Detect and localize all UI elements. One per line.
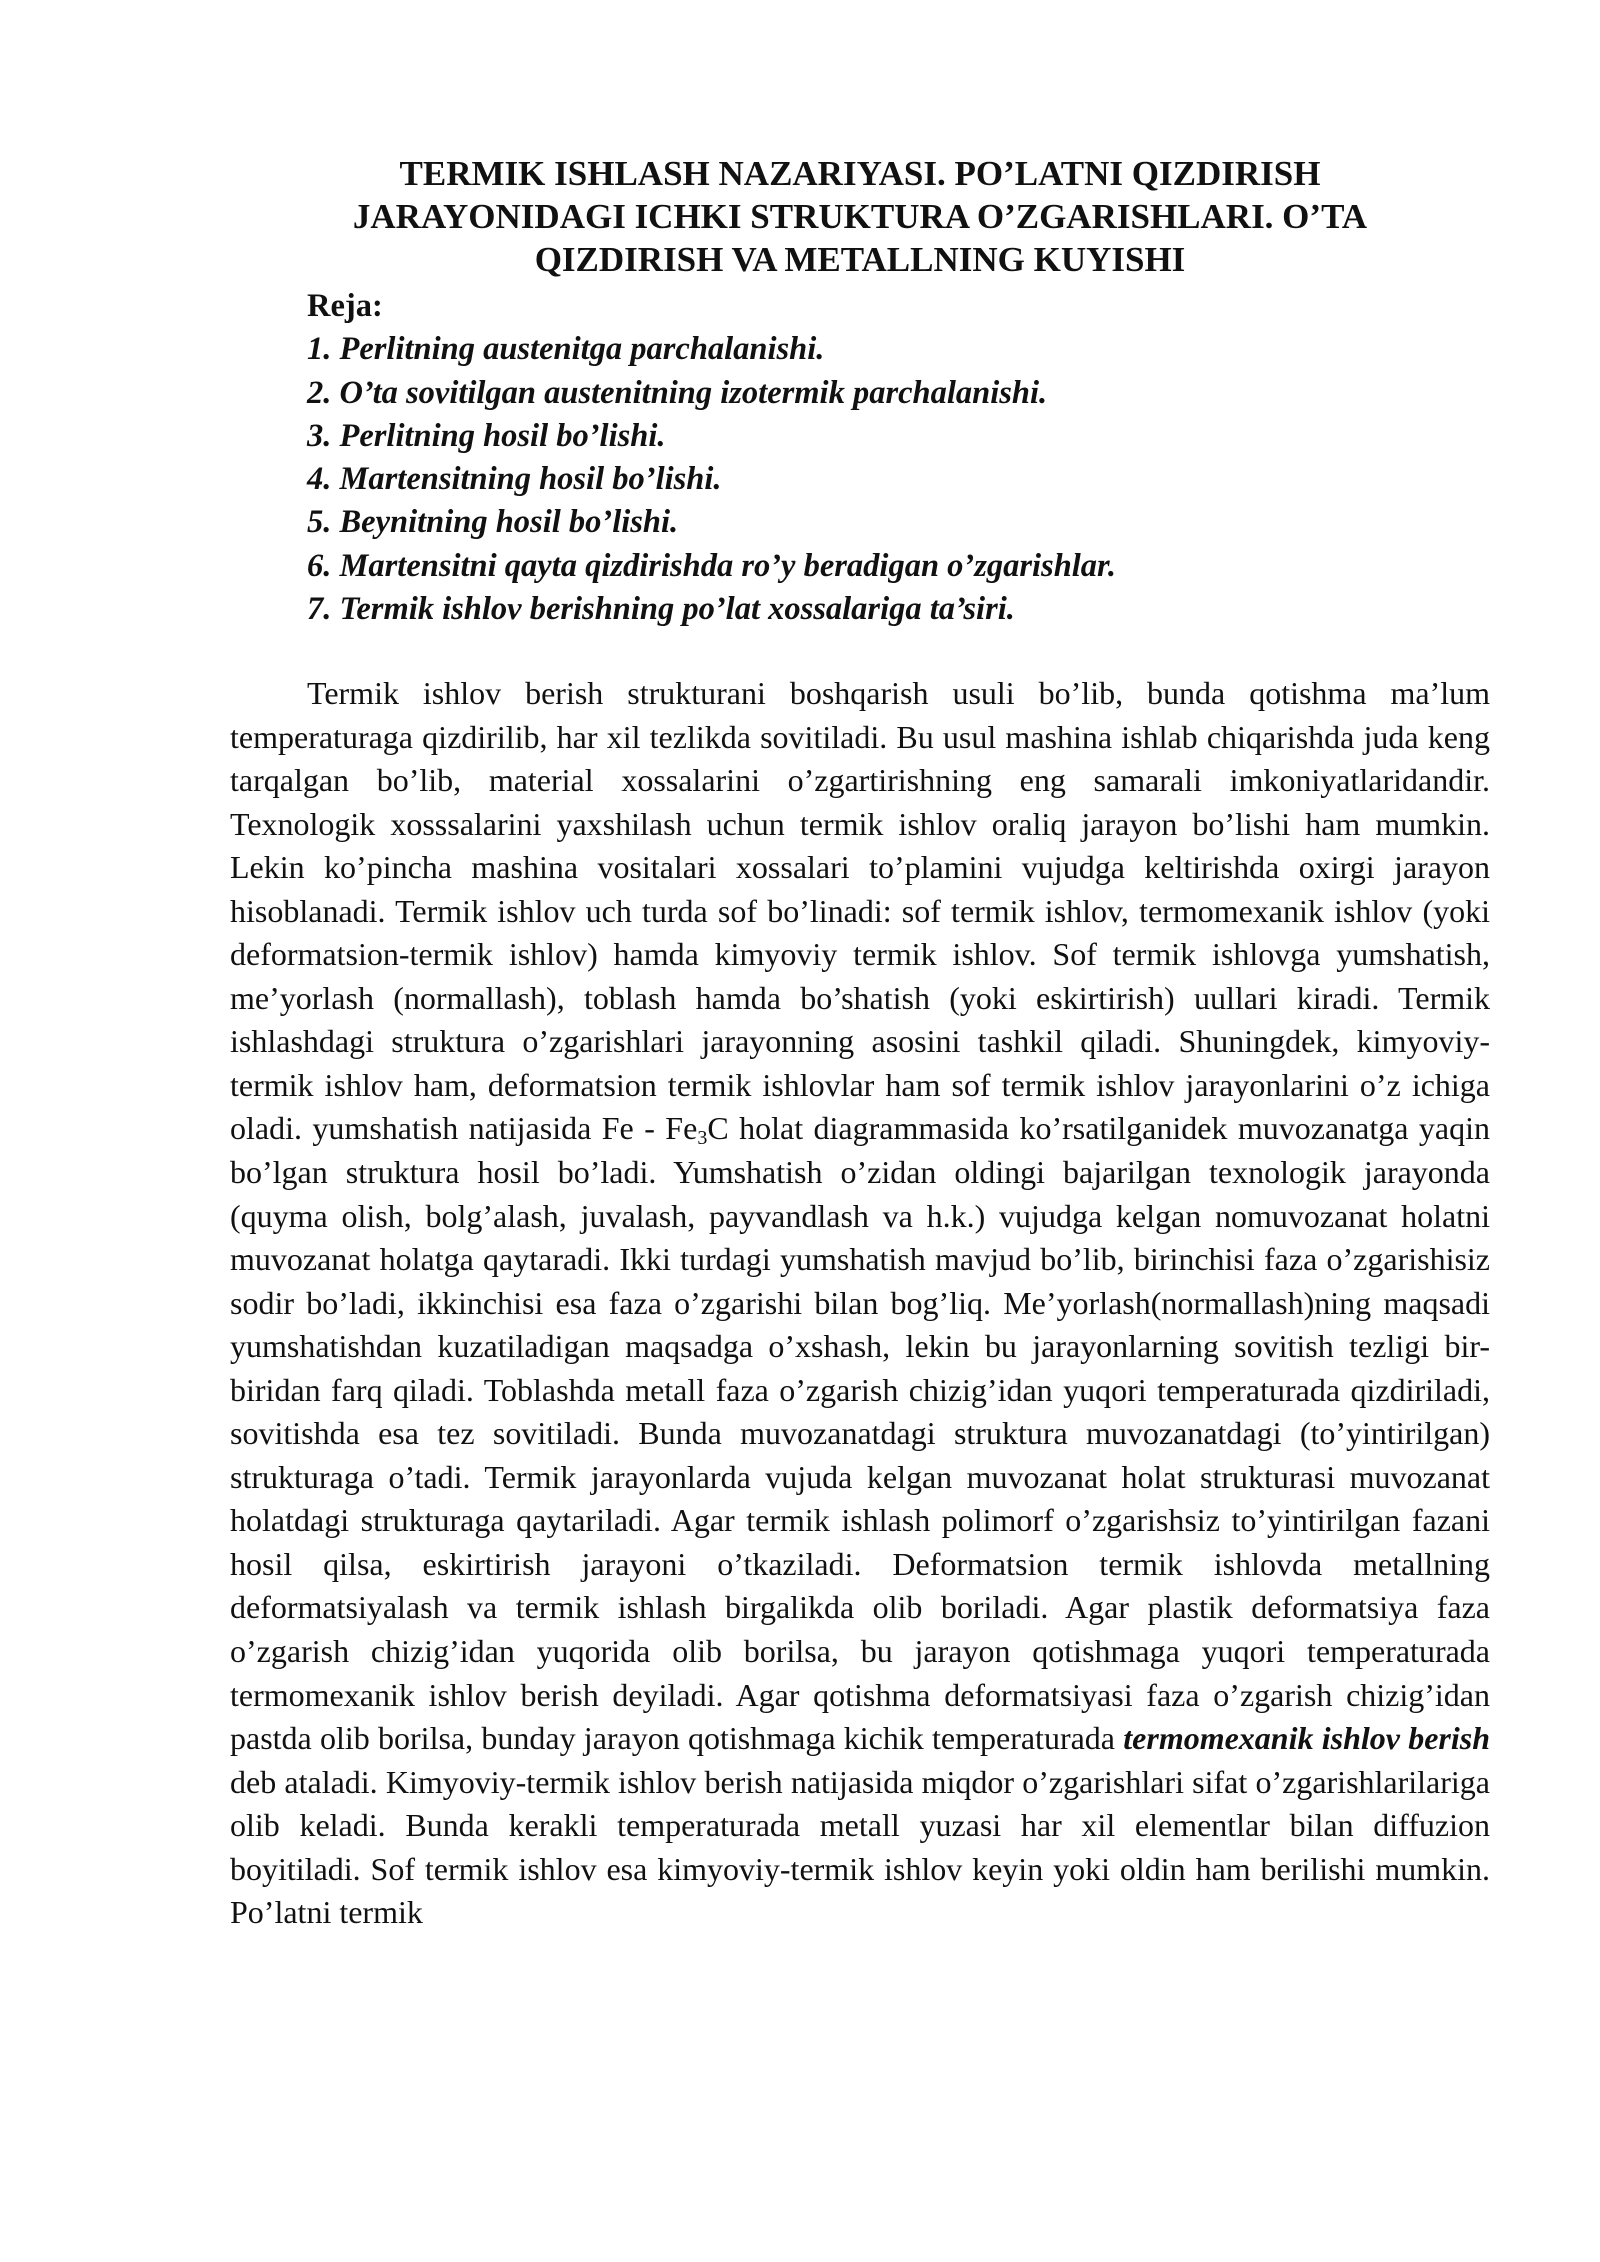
emphasized-term: termomexanik ishlov berish xyxy=(1123,1720,1491,1757)
paragraph-text: deb ataladi. Kimyoviy-termik ishlov berish natijasida miqdor o’zgarishlari sifat o’zgarishlarilariga olib keladi. Bunda kerakli temperaturada metall yuzasi har xil elementlar bilan diffuzion boyitiladi. Sof termik ishlov esa kimyoviy-termik ishlov keyin yoki oldin ham berilishi mumkin. Po’latni termik xyxy=(230,1763,1490,1931)
plan-item: 1. Perlitning austenitga parchalanishi. xyxy=(307,331,825,368)
title-line: QIZDIRISH VA METALLNING KUYISHI xyxy=(534,240,1186,279)
plan-item: 5. Beynitning hosil bo’lishi. xyxy=(307,504,679,541)
plan-section xyxy=(307,285,1116,631)
plan-heading: Reja: xyxy=(307,288,383,324)
document-title xyxy=(230,152,1490,281)
plan-item: 4. Martensitning hosil bo’lishi. xyxy=(307,461,722,498)
plan-item: 2. O’ta sovitilgan austenitning izotermik parchalanishi. xyxy=(307,374,1048,411)
body-paragraph xyxy=(230,672,1490,1935)
paragraph-text: C holat diagrammasida ko’rsatilganidek muvozanatga yaqin bo’lgan struktura hosil bo’ladi. Yumshatish o’zidan oldingi bajarilgan texnologik jarayonda (quyma olish, bolg’alash, juvalash, payvandlash va h.k.) vujudga kelgan nomuvozanat holatni muvozanat holatga qaytaradi. Ikki turdagi yumshatish mavjud bo’lib, birinchisi faza o’zgarishisiz sodir bo’ladi, ikkinchisi esa faza o’zgarishi bilan bog’liq. Me’yorlash(normallash)ning maqsadi yumshatishdan kuzatiladigan maqsadga o’xshash, lekin bu jarayonlarning sovitish tezligi bir-biridan farq qiladi. Toblashda metall faza o’zgarish chizig’idan yuqori temperaturada qizdiriladi, sovitishda esa tez sovitiladi. Bunda muvozanatdagi struktura muvozanatdagi (to’yintirilgan) strukturaga o’tadi. Termik jarayonlarda vujuda kelgan muvozanat holat strukturasi muvozanat holatdagi strukturaga qaytariladi. Agar termik ishlash polimorf o’zgarishsiz to’yintirilgan fazani hosil qilsa, eskirtirish jarayoni o’tkaziladi. Deformatsion termik ishlovda metallning deformatsiyalash va termik ishlash birgalikda olib boriladi. Agar plastik deformatsiya faza o’zgarish chizig’idan yuqorida olib borilsa, bu jarayon qotishmaga yuqori temperaturada termomexanik ishlov berish deyiladi. Agar qotishma deformatsiyasi faza o’zgarish chizig’idan pastda olib borilsa, bunday jarayon qotishmaga kichik temperaturada xyxy=(230,1110,1491,1757)
plan-item: 6. Martensitni qayta qizdirishda ro’y beradigan o’zgarishlar. xyxy=(307,547,1117,584)
plan-item: 3. Perlitning hosil bo’lishi. xyxy=(307,417,666,454)
chemical-subscript: 3 xyxy=(697,1127,708,1150)
title-line: JARAYONIDAGI ICHKI STRUKTURA O’ZGARISHLARI. O’TA xyxy=(352,197,1368,236)
plan-item: 7. Termik ishlov berishning po’lat xossalariga ta’siri. xyxy=(307,591,1015,628)
paragraph-text: Termik ishlov berish strukturani boshqarish usuli bo’lib, bunda qotishma ma’lum temperaturaga qizdirilib, har xil tezlikda sovitiladi. Bu usul mashina ishlab chiqarishda juda keng tarqalgan bo’lib, material xossalarini o’zgartirishning eng samarali imkoniyatlaridandir. Texnologik xosssalarini yaxshilash uchun termik ishlov oraliq jarayon bo’lishi ham mumkin. Lekin ko’pincha mashina vositalari xossalari to’plamini vujudga keltirishda oxirgi jarayon hisoblanadi. Termik ishlov uch turda sof bo’linadi: sof termik ishlov, termomexanik ishlov (yoki deformatsion-termik ishlov) hamda kimyoviy termik ishlov. Sof termik ishlovga yumshatish, me’yorlash (normallash), toblash hamda bo’shatish (yoki eskirtirish) uullari kiradi. Termik ishlashdagi struktura o’zgarishlari jarayonning asosini tashkil qiladi. Shuningdek, kimyoviy-termik ishlov ham, deformatsion termik ishlovlar ham sof termik ishlov jarayonlarini o’z ichiga oladi. yumshatish natijasida Fe - Fe xyxy=(230,675,1490,1147)
title-line: TERMIK ISHLASH NAZARIYASI. PO’LATNI QIZDIRISH xyxy=(399,154,1321,193)
